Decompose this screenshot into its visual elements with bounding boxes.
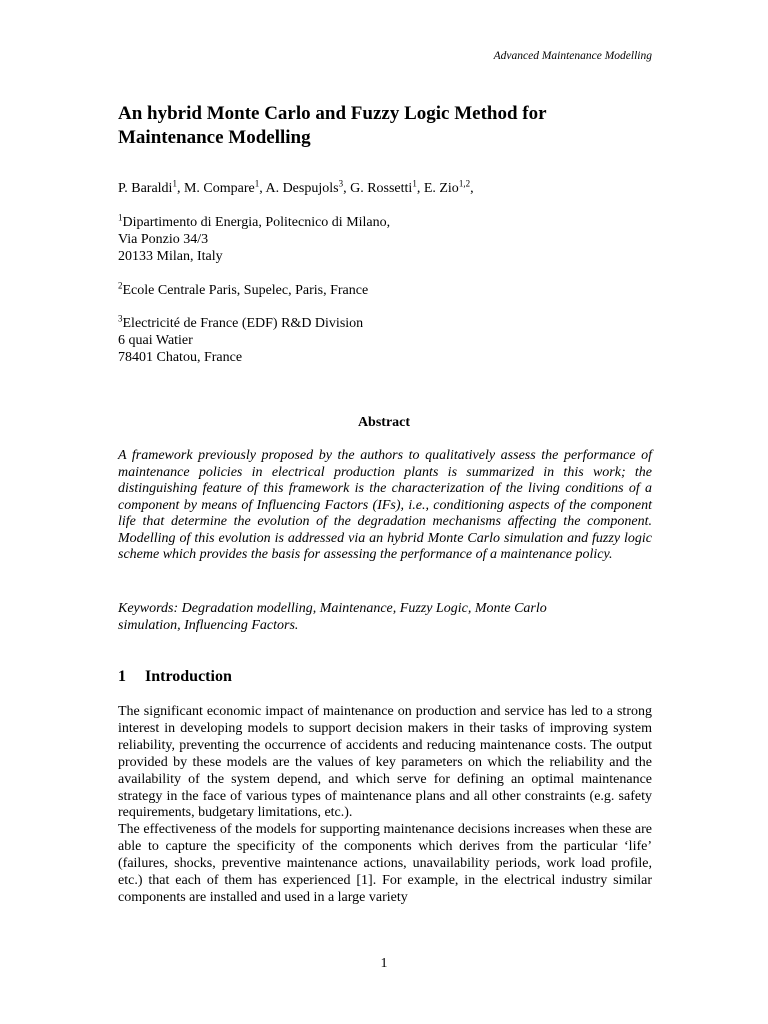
title-line: Maintenance Modelling bbox=[118, 127, 311, 148]
affiliation-mark: 1 bbox=[118, 212, 123, 223]
running-header: Advanced Maintenance Modelling bbox=[493, 50, 652, 62]
author-name: M. Compare bbox=[183, 181, 255, 196]
introduction-body bbox=[118, 704, 652, 907]
author-affiliation-mark: 1 bbox=[172, 178, 177, 189]
keywords-line: simulation, Influencing Factors. bbox=[118, 618, 299, 633]
keywords bbox=[118, 600, 652, 634]
affiliation-mark: 3 bbox=[118, 313, 123, 324]
author-affiliation-mark: 3 bbox=[338, 178, 344, 189]
title-line: An hybrid Monte Carlo and Fuzzy Logic Method for bbox=[118, 103, 547, 124]
author-affiliation-mark: 1,2 bbox=[458, 178, 471, 189]
page-number: 1 bbox=[380, 956, 388, 971]
affiliation-line: 6 quai Watier bbox=[118, 333, 193, 348]
paper-title bbox=[118, 102, 658, 150]
abstract-heading: Abstract bbox=[357, 415, 411, 430]
affiliation-line: 20133 Milan, Italy bbox=[118, 249, 223, 264]
affiliation-mark: 2 bbox=[118, 280, 123, 291]
affiliation-line: $^3$Electricité de France (EDF) R&D Division bbox=[118, 313, 364, 331]
section-number: 1 bbox=[118, 668, 126, 685]
affiliation-1 bbox=[118, 214, 652, 265]
author-list: P. Baraldi$^1$, M. Compare$^1$, A. Despujols$^3$, G. Rossetti$^1$, E. Zio$^{1,2}$, bbox=[118, 178, 474, 196]
author-name: G. Rossetti bbox=[350, 181, 413, 196]
author-name: P. Baraldi bbox=[118, 181, 173, 196]
body-paragraph: The effectiveness of the models for supporting maintenance decisions increases when these are able to capture the specificity of the components which derives from the particular ‘life’ (failures, shocks, preventive maintenance actions, unavailability periods, work load profile, etc.) that each of them has experienced [1]. For example, in the electrical industry similar components are installed and used in a large variety bbox=[118, 822, 652, 905]
author-name: A. Despujols bbox=[265, 181, 339, 196]
affiliation-2 bbox=[118, 282, 652, 299]
author-affiliation-mark: 1 bbox=[254, 178, 260, 189]
affiliation-3 bbox=[118, 315, 652, 366]
author-name: E. Zio bbox=[423, 181, 459, 196]
affiliation-line: $^2$Ecole Centrale Paris, Supelec, Paris, France bbox=[118, 280, 369, 298]
section-title: Introduction bbox=[145, 668, 232, 685]
section-heading bbox=[118, 668, 232, 686]
abstract-text: A framework previously proposed by the authors to qualitatively assess the performance of maintenance policies in electrical production plants is summarized in this work; the distinguishing feature of this framework is the characterization of the living conditions of a component by means of Influencing Factors (IFs), i.e., conditioning aspects of the component life that determine the evolution of the degradation mechanisms affecting the component. Modelling of this evolution is addressed via an hybrid Monte Carlo simulation and fuzzy logic scheme which provides the basis for assessing the performance of a maintenance policy. bbox=[118, 448, 652, 562]
keywords-line: Keywords: Degradation modelling, Maintenance, Fuzzy Logic, Monte Carlo bbox=[118, 601, 547, 616]
affiliation-line: 78401 Chatou, France bbox=[118, 350, 243, 365]
body-paragraph: The significant economic impact of maintenance on production and service has led to a strong interest in developing models to support decision makers in their tasks of improving system reliability, preventing the occurrence of accidents and reducing maintenance costs. The output provided by these models are the values of key parameters on which the reliability and the availability of the system depend, and which serve for defining an optimal maintenance strategy in the face of various types of maintenance plans and all other constraints (e.g. safety requirements, budgetary limitations, etc.). bbox=[118, 704, 652, 821]
author-affiliation-mark: 1 bbox=[412, 178, 417, 189]
affiliation-line: $^1$Dipartimento di Energia, Politecnico di Milano, bbox=[118, 212, 391, 230]
affiliation-line: Via Ponzio 34/3 bbox=[118, 232, 209, 247]
